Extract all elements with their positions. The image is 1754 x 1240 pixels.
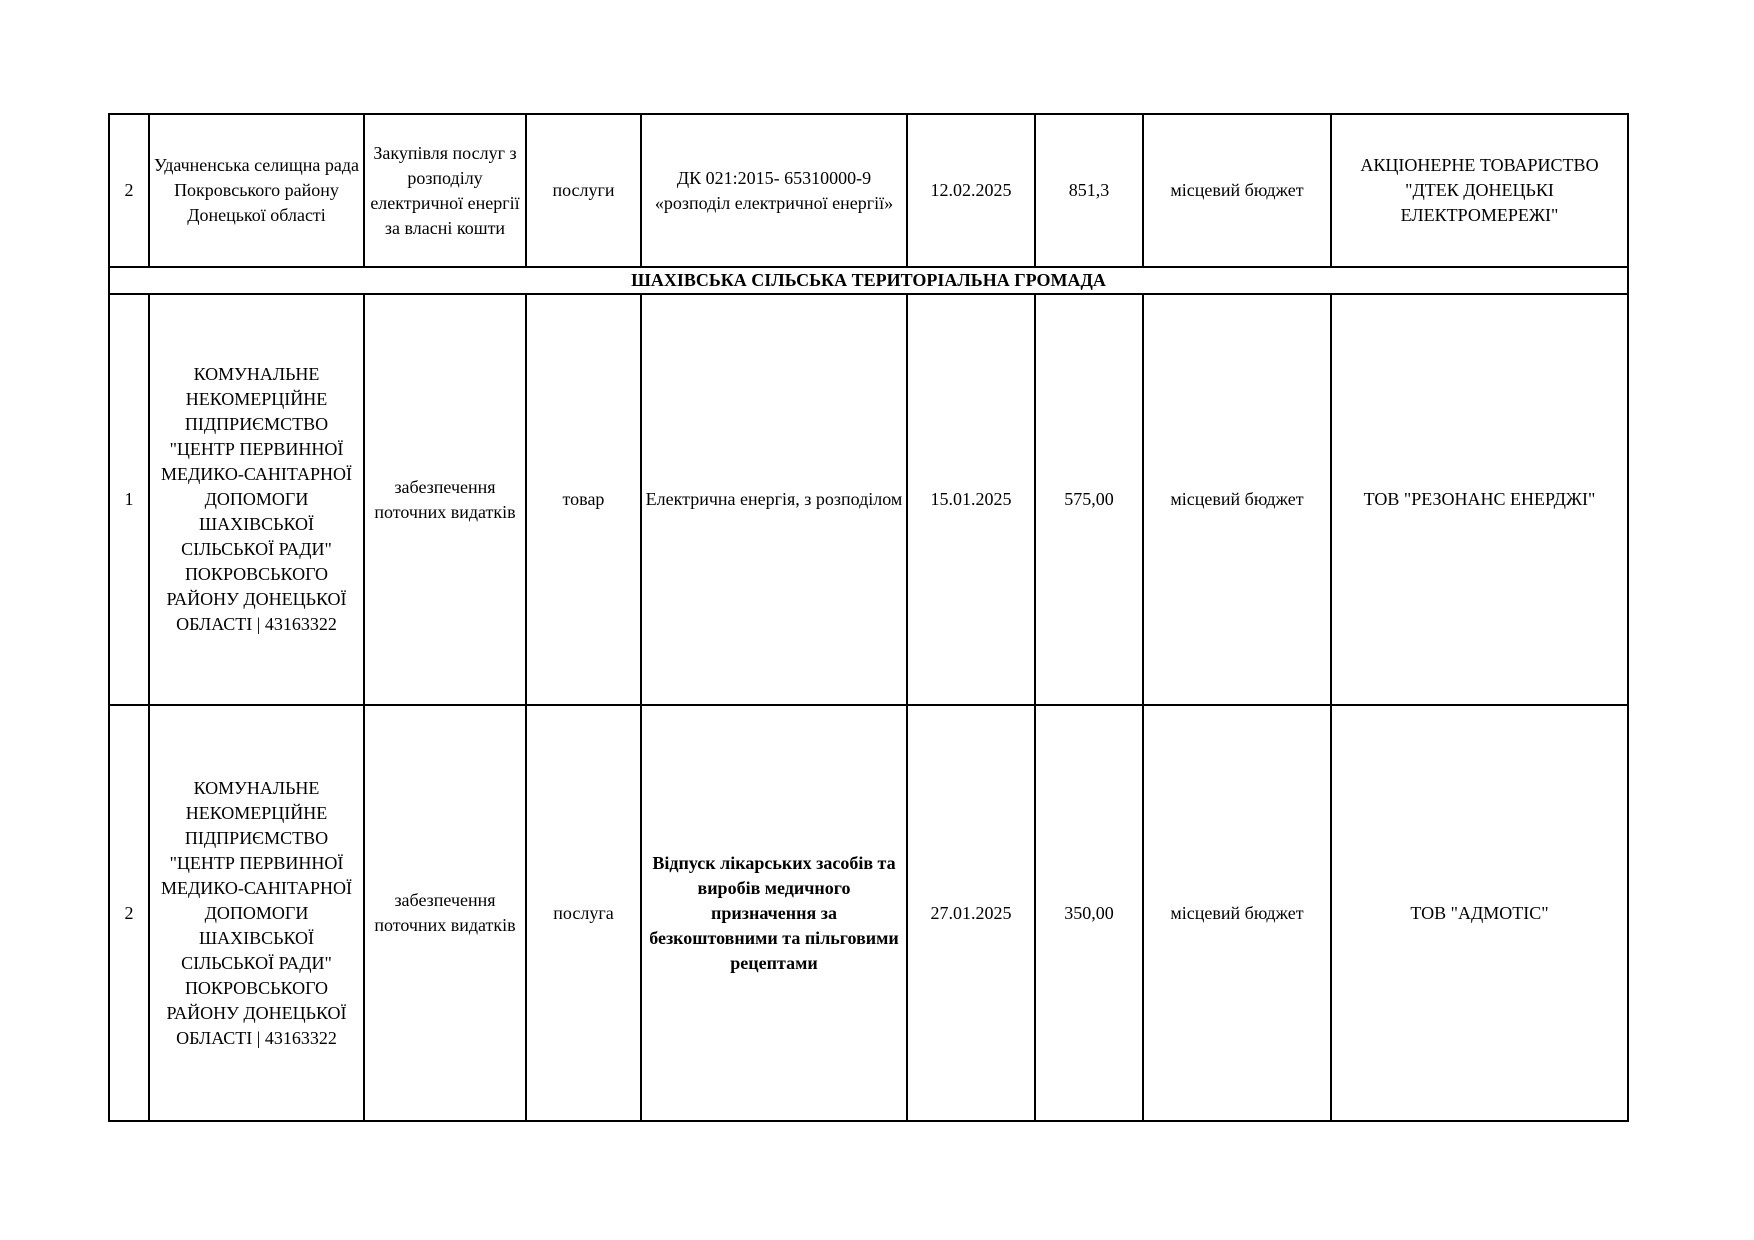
supplier-cell: АКЦІОНЕРНЕ ТОВАРИСТВО "ДТЕК ДОНЕЦЬКІ ЕЛЕКТРОМЕРЕЖІ" bbox=[1331, 114, 1628, 267]
code-cell: ДК 021:2015- 65310000-9 «розподіл електричної енергії» bbox=[641, 114, 907, 267]
subject-cell: Закупівля послуг з розподілу електричної енергії за власні кошти bbox=[364, 114, 526, 267]
funding-source-cell: місцевий бюджет bbox=[1143, 294, 1331, 705]
row-number: 1 bbox=[109, 294, 149, 705]
amount-cell: 350,00 bbox=[1035, 705, 1143, 1121]
supplier-cell: ТОВ "АДМОТІС" bbox=[1331, 705, 1628, 1121]
subject-cell: забезпечення поточних видатків bbox=[364, 294, 526, 705]
type-cell: товар bbox=[526, 294, 641, 705]
code-cell: Відпуск лікарських засобів та виробів медичного призначення за безкоштовними та пільговими рецептами bbox=[641, 705, 907, 1121]
subject-cell: забезпечення поточних видатків bbox=[364, 705, 526, 1121]
row-number: 2 bbox=[109, 705, 149, 1121]
customer-cell: Удачненська селищна рада Покровського району Донецької області bbox=[149, 114, 364, 267]
date-cell: 27.01.2025 bbox=[907, 705, 1035, 1121]
group-header: ШАХІВСЬКА СІЛЬСЬКА ТЕРИТОРІАЛЬНА ГРОМАДА bbox=[109, 267, 1628, 294]
funding-source-cell: місцевий бюджет bbox=[1143, 705, 1331, 1121]
customer-cell: КОМУНАЛЬНЕ НЕКОМЕРЦІЙНЕ ПІДПРИЄМСТВО "ЦЕНТР ПЕРВИННОЇ МЕДИКО-САНІТАРНОЇ ДОПОМОГИ ШАХІВСЬКОЇ СІЛЬСЬКОЇ РАДИ" ПОКРОВСЬКОГО РАЙОНУ ДОНЕЦЬКОЇ ОБЛАСТІ | 43163322 bbox=[149, 705, 364, 1121]
date-cell: 15.01.2025 bbox=[907, 294, 1035, 705]
group-header-row bbox=[109, 267, 1628, 294]
amount-cell: 575,00 bbox=[1035, 294, 1143, 705]
row-number: 2 bbox=[109, 114, 149, 267]
type-cell: послуга bbox=[526, 705, 641, 1121]
customer-cell: КОМУНАЛЬНЕ НЕКОМЕРЦІЙНЕ ПІДПРИЄМСТВО "ЦЕНТР ПЕРВИННОЇ МЕДИКО-САНІТАРНОЇ ДОПОМОГИ ШАХІВСЬКОЇ СІЛЬСЬКОЇ РАДИ" ПОКРОВСЬКОГО РАЙОНУ ДОНЕЦЬКОЇ ОБЛАСТІ | 43163322 bbox=[149, 294, 364, 705]
table-row bbox=[109, 705, 1628, 1121]
supplier-cell: ТОВ "РЕЗОНАНС ЕНЕРДЖІ" bbox=[1331, 294, 1628, 705]
table-row bbox=[109, 114, 1628, 267]
procurement-table bbox=[108, 113, 1629, 1122]
funding-source-cell: місцевий бюджет bbox=[1143, 114, 1331, 267]
table-row bbox=[109, 294, 1628, 705]
type-cell: послуги bbox=[526, 114, 641, 267]
code-cell: Електрична енергія, з розподілом bbox=[641, 294, 907, 705]
amount-cell: 851,3 bbox=[1035, 114, 1143, 267]
date-cell: 12.02.2025 bbox=[907, 114, 1035, 267]
